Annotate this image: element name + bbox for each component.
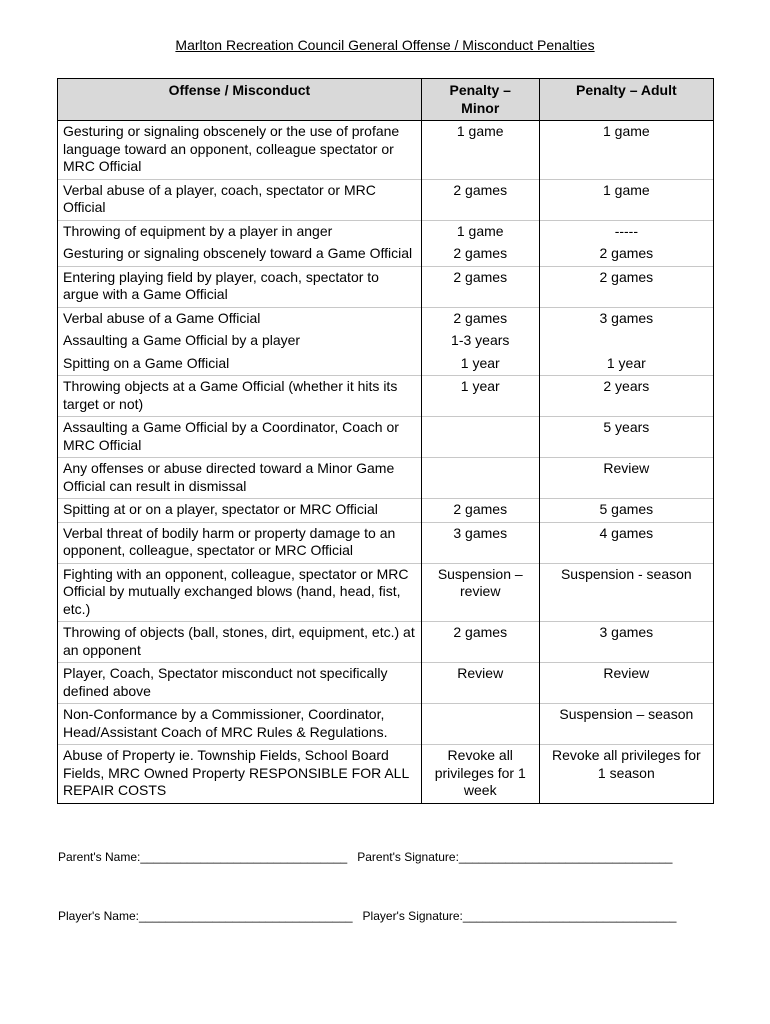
table-row [58,745,714,804]
minor-penalty-cell: 2 games [421,179,539,220]
offense-cell: Spitting at or on a player, spectator or MRC Official [58,499,422,523]
table-row [58,663,714,704]
adult-penalty-cell: 1 year [539,353,713,376]
table-row [58,458,714,499]
offense-cell: Throwing of objects (ball, stones, dirt, equipment, etc.) at an opponent [58,622,422,663]
offense-cell: Assaulting a Game Official by a player [58,330,422,353]
adult-penalty-cell: 1 game [539,121,713,180]
page-title: Marlton Recreation Council General Offense / Misconduct Penalties [175,37,595,53]
table-row [58,704,714,745]
adult-penalty-cell: 5 games [539,499,713,523]
offense-cell: Verbal abuse of a player, coach, spectator or MRC Official [58,179,422,220]
table-header [58,79,714,121]
minor-penalty-text: Suspension – review [437,565,523,599]
offense-cell: Assaulting a Game Official by a Coordinator, Coach or MRC Official [58,417,422,458]
offense-cell: Any offenses or abuse directed toward a Minor Game Official can result in dismissal [58,458,422,499]
adult-penalty-cell: ----- [539,220,713,243]
adult-penalty-cell: 2 games [539,243,713,266]
minor-penalty-cell: 1 game [421,121,539,180]
minor-penalty-cell: 2 games [421,243,539,266]
parent-name-field[interactable]: Parent's Name:_______________________________ [58,850,348,864]
adult-penalty-cell: 2 games [539,266,713,307]
table-row [58,499,714,523]
player-name-field[interactable]: Player's Name:________________________________ [58,909,353,923]
minor-penalty-cell [421,745,539,804]
minor-penalty-cell: 1-3 years [421,330,539,353]
adult-penalty-cell: 1 game [539,179,713,220]
adult-penalty-cell: Suspension - season [539,563,713,622]
table-row [58,376,714,417]
table-row [58,622,714,663]
minor-penalty-cell [421,458,539,499]
minor-penalty-cell [421,704,539,745]
adult-penalty-cell: 3 games [539,622,713,663]
adult-penalty-cell [539,745,713,804]
minor-penalty-cell: 2 games [421,622,539,663]
table-row [58,522,714,563]
minor-penalty-text: Revoke all privileges for 1 week [434,747,526,798]
minor-penalty-cell: Review [421,663,539,704]
table-row [58,330,714,353]
adult-penalty-cell: 4 games [539,522,713,563]
table-row [58,220,714,243]
player-signature-field[interactable]: Player's Signature:________________________________ [362,909,677,923]
header-penalty-adult: Penalty – Adult [539,79,713,121]
adult-penalty-cell: Review [539,663,713,704]
offense-cell: Non-Conformance by a Commissioner, Coordinator, Head/Assistant Coach of MRC Rules & Regulations. [58,704,422,745]
adult-penalty-cell: Suspension – season [539,704,713,745]
header-penalty-minor [421,79,539,121]
minor-penalty-cell: 2 games [421,499,539,523]
table-row [58,179,714,220]
minor-penalty-cell: 3 games [421,522,539,563]
offense-cell: Verbal abuse of a Game Official [58,307,422,330]
parent-signature-line [58,850,672,864]
adult-penalty-cell: Review [539,458,713,499]
player-signature-line [58,909,676,923]
offense-cell: Gesturing or signaling obscenely toward a Game Official [58,243,422,266]
table-row [58,563,714,622]
adult-penalty-cell: 5 years [539,417,713,458]
header-offense: Offense / Misconduct [58,79,422,121]
offense-cell: Spitting on a Game Official [58,353,422,376]
adult-penalty-cell [539,330,713,353]
table-row [58,307,714,330]
table-row [58,353,714,376]
penalties-table [57,78,714,804]
offense-cell: Abuse of Property ie. Township Fields, School Board Fields, MRC Owned Property RESPONSIBLE FOR ALL REPAIR COSTS [58,745,422,804]
table-row [58,121,714,180]
minor-penalty-cell: 1 game [421,220,539,243]
table-row [58,243,714,266]
header-penalty-minor-line2: Minor [461,99,500,116]
minor-penalty-cell: 2 games [421,266,539,307]
minor-penalty-cell: 1 year [421,353,539,376]
offense-cell: Throwing of equipment by a player in anger [58,220,422,243]
minor-penalty-cell: 2 games [421,307,539,330]
adult-penalty-cell: 2 years [539,376,713,417]
offense-cell: Verbal threat of bodily harm or property damage to an opponent, colleague, spectator or MRC Official [58,522,422,563]
table-row [58,266,714,307]
offense-cell: Gesturing or signaling obscenely or the use of profane language toward an opponent, colleague spectator or MRC Official [58,121,422,180]
minor-penalty-cell: 1 year [421,376,539,417]
offense-cell: Fighting with an opponent, colleague, spectator or MRC Official by mutually exchanged blows (hand, head, fist, etc.) [58,563,422,622]
parent-signature-field[interactable]: Parent's Signature:________________________________ [357,850,673,864]
offense-cell: Player, Coach, Spectator misconduct not specifically defined above [58,663,422,704]
minor-penalty-cell [421,563,539,622]
offense-cell: Entering playing field by player, coach, spectator to argue with a Game Official [58,266,422,307]
table-row [58,417,714,458]
minor-penalty-cell [421,417,539,458]
offense-cell: Throwing objects at a Game Official (whether it hits its target or not) [58,376,422,417]
adult-penalty-cell: 3 games [539,307,713,330]
header-penalty-minor-line1: Penalty – [449,82,511,98]
adult-penalty-text: Revoke all privileges for 1 season [552,747,701,781]
